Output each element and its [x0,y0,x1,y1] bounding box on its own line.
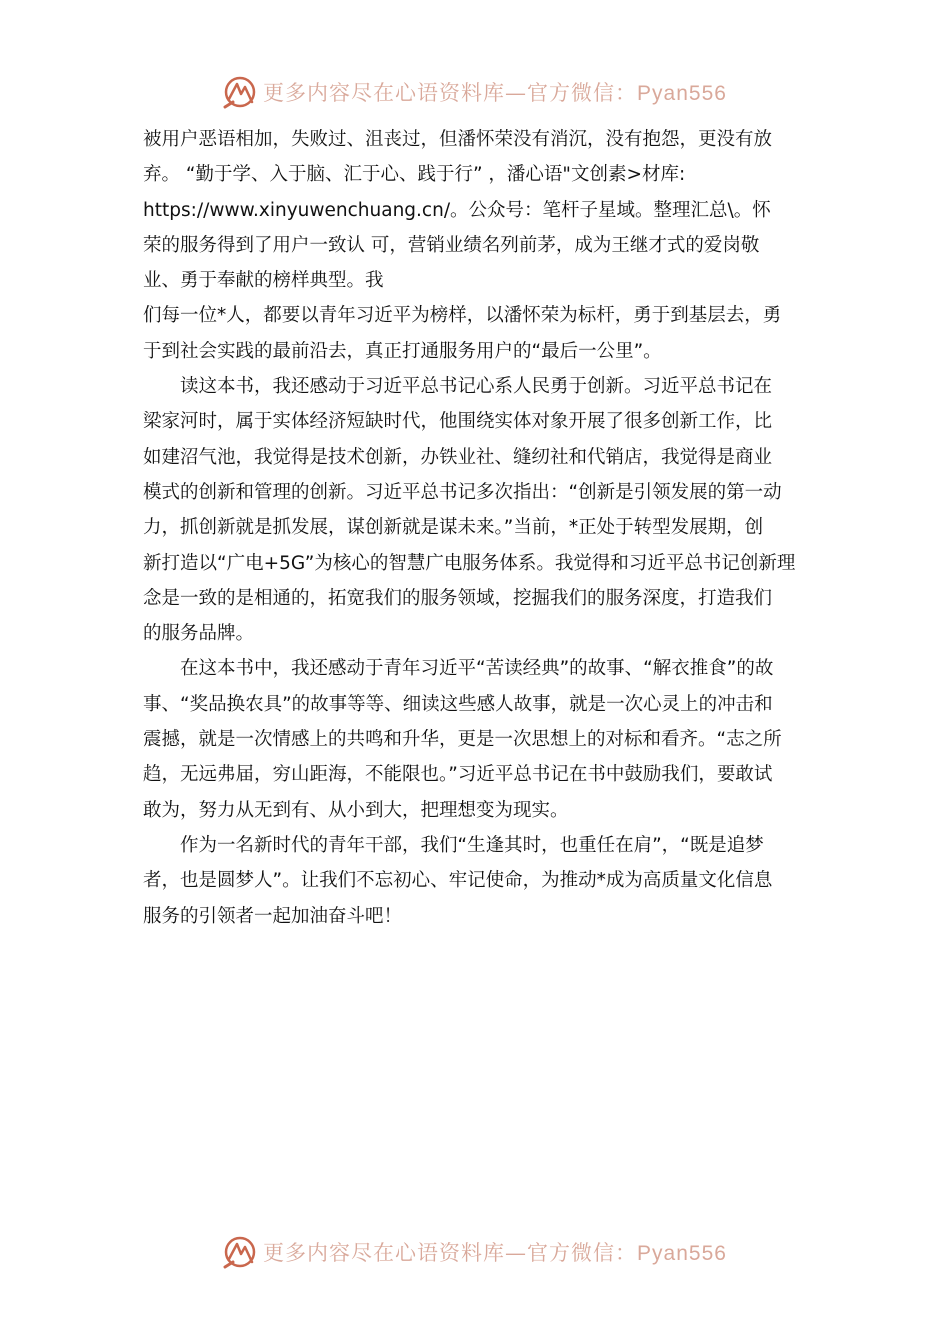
text-line: 力，抓创新就是抓发展，谋创新就是谋未来。”当前，*正处于转型发展期，创 [143,517,764,539]
text-line: 荣的服务得到了用户一致认 可，营销业绩名列前茅，成为王继才式的爱岗敬 [143,234,760,256]
footer-banner-text: 更多内容尽在心语资料库—官方微信：Pyan556 [263,1241,727,1265]
document-body [143,122,809,934]
seal-logo-icon [223,1235,257,1269]
text-line: 服务的引领者一起加油奋斗吧！ [143,905,403,927]
text-line: 如建沼气池，我觉得是技术创新，办铁业社、缝纫社和代销店，我觉得是商业 [143,446,773,468]
text-line: 念是一致的是相通的，拓宽我们的服务领域，挖掘我们的服务深度，打造我们 [143,587,773,609]
text-line: 读这本书，我还感动于习近平总书记心系人民勇于创新。习近平总书记在 [180,376,773,398]
text-line: 弃。 “勤于学、入于脑、汇于心、践于行” ，潘心语"文创素>材库: [143,164,686,186]
paragraph [143,122,809,298]
paragraph [143,369,809,651]
text-line: 敢为，努力从无到有、从小到大，把理想变为现实。 [143,799,569,821]
text-line: 们每一位*人，都要以青年习近平为榜样，以潘怀荣为标杆，勇于到基层去，勇 [143,305,782,327]
text-line: 的服务品牌。 [143,623,255,645]
text-line: https://www.xinyuwenchuang.cn/。公众号：笔杆子星域。整理汇总\。怀 [143,199,771,221]
text-line: 在这本书中，我还感动于青年习近平“苦读经典”的故事、“解衣推食”的故 [180,658,774,680]
text-line: 震撼，就是一次情感上的共鸣和升华，更是一次思想上的对标和看齐。“志之所 [143,729,782,751]
text-line: 业、勇于奉献的榜样典型。我 [143,270,384,292]
seal-logo-icon [223,75,257,109]
text-line: 于到社会实践的最前沿去，真正打通服务用户的“最后一公里”。 [143,340,662,362]
text-line: 趋，无远弗届，穷山距海，不能限也。”习近平总书记在书中鼓励我们，要敢试 [143,764,773,786]
paragraph [143,298,809,369]
text-line: 事、“奖品换农具”的故事等等、细读这些感人故事，就是一次心灵上的冲击和 [143,693,773,715]
text-line: 作为一名新时代的青年干部，我们“生逢其时，也重任在肩”，“既是追梦 [180,834,764,856]
text-line: 新打造以“广电+5G”为核心的智慧广电服务体系。我觉得和习近平总书记创新理 [143,552,796,574]
footer-watermark [0,1232,950,1272]
text-line: 被用户恶语相加，失败过、沮丧过，但潘怀荣没有消沉，没有抱怨，更没有放 [143,129,773,150]
text-line: 者，也是圆梦人”。让我们不忘初心、牢记使命，为推动*成为高质量文化信息 [143,870,773,892]
text-line: 模式的创新和管理的创新。习近平总书记多次指出：“创新是引领发展的第一动 [143,481,782,503]
paragraph [143,651,809,827]
header-banner-text: 更多内容尽在心语资料库—官方微信：Pyan556 [263,81,727,105]
text-line: 梁家河时，属于实体经济短缺时代，他围绕实体对象开展了很多创新工作，比 [143,411,773,433]
header-watermark [0,72,950,112]
paragraph [143,828,809,934]
